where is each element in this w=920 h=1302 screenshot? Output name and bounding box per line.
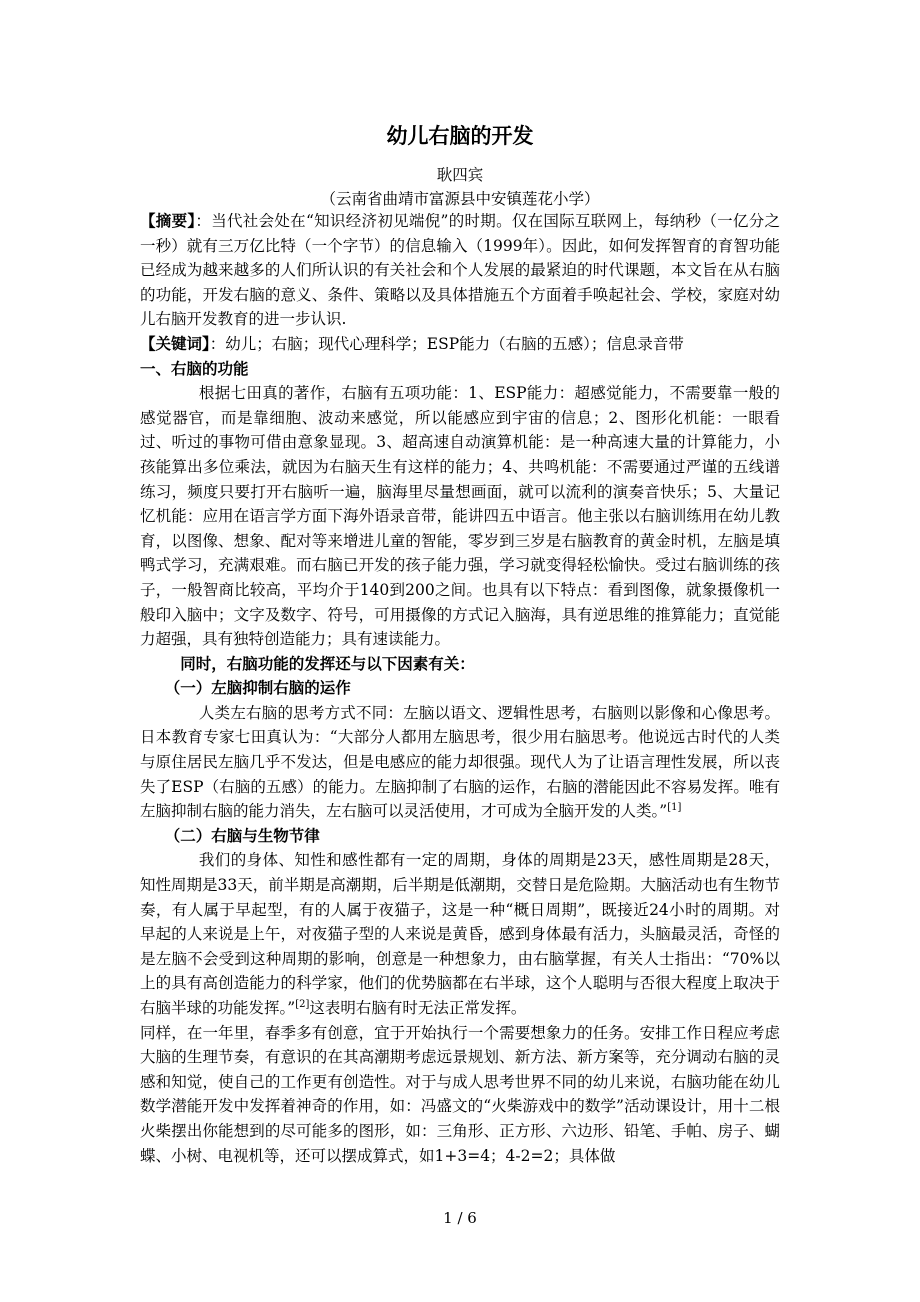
keywords-label: 【关键词】 (140, 333, 210, 353)
paragraph-seasonal-creativity: 同样，在一年里，春季多有创意，宜于开始执行一个需要想象力的任务。安排工作日程应考虑大脑的生理节奏，有意识的在其高潮期考虑远景规划、新方法、新方案等，充分调动右脑的灵感和知觉，使自己的工作更有创造性。对于与成人思考世界不同的幼儿来说，右脑功能在幼儿数学潜能开发中发挥着神奇的作用，如：冯盛文的“火柴游戏中的数学”活动课设计，用十二根火柴摆出你能想到的尽可能多的图形，如：三角形、正方形、六边形、铅笔、手帕、房子、蝴蝶、小树、电视机等，还可以摆成算式，如1+3=4；4-2=2；具体做 (140, 1023, 780, 1165)
citation-2: [2] (295, 998, 310, 1010)
citation-1: [1] (667, 802, 682, 814)
paragraph-biorhythm (140, 848, 780, 1020)
paragraph-left-inhibits-right (140, 701, 780, 824)
document-body (140, 209, 780, 1168)
paragraph-right-brain-functions: 根据七田真的著作，右脑有五项功能：1、ESP能力：超感觉能力，不需要靠一般的感觉器官，而是靠细胞、波动来感觉，所以能感应到宇宙的信息；2、图形化机能：一眼看过、听过的事物可借由意象显现。3、超高速自动演算机能：是一种高速大量的计算能力，小孩能算出多位乘法，就因为右脑天生有这样的能力；4、共鸣机能：不需要通过严谨的五线谱练习，频度只要打开右脑听一遍，脑海里尽量想画面，就可以流利的演奏音快乐；5、大量记忆机能：应用在语言学方面下海外语录音带，能讲四五中语言。他主张以右脑训练用在幼儿教育，以图像、想象、配对等来增进儿童的智能，零岁到三岁是右脑教育的黄金时机，左脑是填鸭式学习，充满艰难。而右脑已开发的孩子能力强，学习就变得轻松愉快。受过右脑训练的孩子，一般智商比较高，平均介于140到200之间。也具有以下特点：看到图像，就象摄像机一般印入脑中；文字及数字、符号，可用摄像的方式记入脑海，具有逆思维的推算能力；直觉能力超强，具有独特创造能力；具有速读能力。 (140, 384, 780, 649)
abstract-label: 【摘要】 (140, 211, 196, 230)
author-affiliation: （云南省曲靖市富源县中安镇莲花小学） (320, 190, 600, 208)
abstract-paragraph (140, 209, 780, 332)
author-name: 耿四宾 (436, 166, 484, 184)
keywords-text: ：幼儿；右脑；现代心理科学；ESP能力（右脑的五感）；信息录音带 (209, 334, 684, 353)
paragraph-factors-intro: 同时，右脑功能的发挥还与以下因素有关： (180, 653, 475, 673)
subsection-heading-2: （二）右脑与生物节律 (164, 825, 320, 845)
abstract-text: ：当代社会处在“知识经济初见端倪”的时期。仅在国际互联网上，每纳秒（一亿分之一秒）就有三万亿比特（一个字节）的信息输入（1999年）。因此，如何发挥智育的育智功能已经成为越来越多的人们所认识的有关社会和个人发展的最紧迫的时代课题，本文旨在从右脑的功能，开发右脑的意义、条件、策略以及具体措施五个方面着手唤起社会、学校，家庭对幼儿右脑开发教育的进一步认识. (140, 212, 780, 329)
keywords-paragraph (140, 332, 780, 357)
page-number: 1 / 6 (443, 1209, 477, 1227)
subsection-heading-1: （一）左脑抑制右脑的运作 (164, 678, 351, 698)
document-title: 幼儿右脑的开发 (386, 123, 534, 148)
paragraph-left-inhibits-right-text: 人类左右脑的思考方式不同：左脑以语文、逻辑性思考，右脑则以影像和心像思考。日本教育专家七田真认为：“大部分人都用左脑思考，很少用右脑思考。他说远古时代的人类与原住居民左脑几乎不发达，但是电感应的能力却很强。现代人为了让语言理性发展，所以丧失了ESP（右脑的五感）的能力。左脑抑制了右脑的运作，右脑的潜能因此不容易发挥。唯有左脑抑制右脑的能力消失，左右脑可以灵活使用，才可成为全脑开发的人类。” (140, 703, 780, 821)
paragraph-biorhythm-text-a: 我们的身体、知性和感性都有一定的周期，身体的周期是23天，感性周期是28天，知性周期是33天，前半期是高潮期，后半期是低潮期，交替日是危险期。大脑活动也有生物节奏，有人属于早起型，有的人属于夜猫子，这是一种“概日周期”，既接近24小时的周期。对早起的人来说是上午，对夜猫子型的人来说是黄昏，感到身体最有活力，头脑最灵活，奇怪的是左脑不会受到这种周期的影响，创意是一种想象力，由右脑掌握，有关人士指出：“70%以上的具有高创造能力的科学家，他们的优势脑都在右半球，这个人聪明与否很大程度上取决于右脑半球的功能发挥。” (140, 851, 780, 1017)
section-heading-1: 一、右脑的功能 (140, 358, 249, 378)
paragraph-biorhythm-text-b: 这表明右脑有时无法正常发挥。 (309, 999, 527, 1017)
